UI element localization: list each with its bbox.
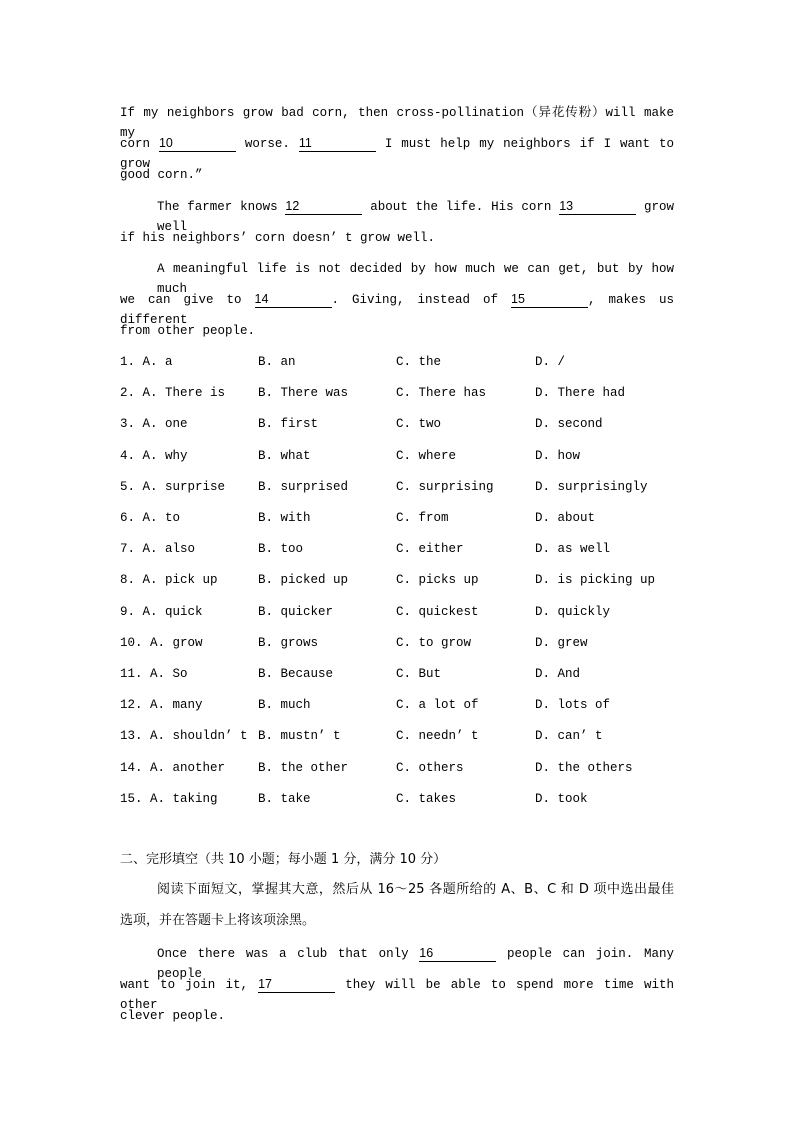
option-9-D: D. quickly bbox=[535, 604, 611, 619]
text-segment: The farmer knows bbox=[157, 199, 286, 214]
option-1-D: D. / bbox=[535, 355, 566, 369]
option-8-A: 8. A. pick up bbox=[120, 573, 218, 588]
option-10-B: B. grows bbox=[258, 635, 319, 650]
option-7-C: C. either bbox=[396, 542, 464, 557]
text-segment: they will be able to spend more time with other bbox=[120, 978, 674, 1012]
text-line bbox=[120, 134, 675, 172]
option-4-D: D. how bbox=[535, 448, 581, 463]
text-segment: good corn.” bbox=[120, 168, 203, 183]
text-segment: from other people. bbox=[120, 324, 256, 339]
blank-12: 12 bbox=[285, 199, 362, 215]
option-4-A: 4. A. why bbox=[120, 448, 188, 463]
option-2-A: 2. A. There is bbox=[120, 386, 226, 401]
text-segment: clever people. bbox=[120, 1009, 226, 1023]
option-7-B: B. too bbox=[258, 542, 304, 557]
option-4-B: B. what bbox=[258, 448, 311, 463]
option-5-C: C. surprising bbox=[396, 479, 494, 494]
option-1-A: 1. A. a bbox=[120, 355, 173, 369]
option-1-B: B. an bbox=[258, 355, 296, 369]
option-12-D: D. lots of bbox=[535, 698, 611, 713]
text-segment: . Giving, instead of bbox=[331, 293, 511, 308]
option-10-D: D. grew bbox=[535, 635, 588, 650]
text-segment: A meaningful life is not decided by how much we can get, but by how much bbox=[157, 262, 674, 296]
option-12-C: C. a lot of bbox=[396, 698, 479, 713]
option-7-D: D. as well bbox=[535, 542, 611, 557]
option-14-D: D. the others bbox=[535, 760, 633, 775]
option-1-C: C. the bbox=[396, 355, 442, 369]
text-segment: , makes us different bbox=[120, 293, 674, 328]
text-segment: people can join. Many people bbox=[157, 947, 674, 981]
text-segment: grow well bbox=[157, 199, 674, 234]
text-line bbox=[157, 944, 674, 981]
blank-15: 15 bbox=[511, 292, 588, 308]
text-segment: I must help my neighbors if I want to grow bbox=[120, 137, 675, 172]
option-3-C: C. two bbox=[396, 417, 442, 432]
option-15-B: B. take bbox=[258, 791, 311, 806]
option-13-D: D. can’ t bbox=[535, 729, 603, 744]
option-9-A: 9. A. quick bbox=[120, 604, 203, 619]
option-5-B: B. surprised bbox=[258, 479, 349, 494]
option-9-C: C. quickest bbox=[396, 604, 479, 619]
option-14-B: B. the other bbox=[258, 760, 349, 775]
option-10-A: 10. A. grow bbox=[120, 635, 203, 650]
blank-14: 14 bbox=[255, 292, 332, 308]
option-3-A: 3. A. one bbox=[120, 417, 188, 432]
option-8-B: B. picked up bbox=[258, 573, 349, 588]
option-11-C: C. But bbox=[396, 667, 442, 681]
option-8-D: D. is picking up bbox=[535, 573, 656, 588]
option-14-C: C. others bbox=[396, 760, 464, 775]
option-5-A: 5. A. surprise bbox=[120, 479, 226, 494]
option-15-D: D. took bbox=[535, 791, 588, 806]
text-line bbox=[120, 975, 674, 1012]
option-3-D: D. second bbox=[535, 417, 603, 432]
text-segment: worse. bbox=[235, 137, 299, 152]
option-12-B: B. much bbox=[258, 698, 311, 713]
instruction-line-1: 阅读下面短文，掌握其大意，然后从 16～25 各题所给的 A、B、C 和 D 项中选出最佳 bbox=[157, 882, 674, 897]
option-8-C: C. picks up bbox=[396, 573, 479, 588]
option-15-C: C. takes bbox=[396, 791, 457, 806]
text-segment: about the life. His corn bbox=[362, 199, 560, 214]
option-7-A: 7. A. also bbox=[120, 542, 196, 557]
option-5-D: D. surprisingly bbox=[535, 479, 648, 494]
text-line bbox=[120, 321, 674, 341]
blank-16: 16 bbox=[419, 946, 496, 962]
option-9-B: B. quicker bbox=[258, 604, 334, 619]
option-15-A: 15. A. taking bbox=[120, 791, 218, 806]
text-line bbox=[120, 228, 674, 248]
blank-17: 17 bbox=[258, 977, 335, 993]
option-2-B: B. There was bbox=[258, 386, 349, 401]
text-segment: want to join it, bbox=[120, 978, 259, 992]
option-11-B: B. Because bbox=[258, 667, 334, 681]
text-line bbox=[120, 1006, 674, 1026]
option-11-D: D. And bbox=[535, 667, 581, 681]
option-3-B: B. first bbox=[258, 417, 319, 432]
option-13-B: B. mustn’ t bbox=[258, 729, 341, 744]
section-heading: 二、完形填空（共 10 小题；每小题 1 分，满分 10 分） bbox=[120, 852, 447, 867]
option-13-A: 13. A. shouldn’ t bbox=[120, 729, 248, 744]
text-segment: Once there was a club that only bbox=[157, 947, 420, 961]
text-line bbox=[120, 290, 674, 328]
option-6-A: 6. A. to bbox=[120, 511, 181, 525]
blank-10: 10 bbox=[159, 136, 236, 152]
option-6-B: B. with bbox=[258, 511, 311, 525]
option-6-D: D. about bbox=[535, 511, 596, 525]
text-segment: we can give to bbox=[120, 293, 255, 308]
option-12-A: 12. A. many bbox=[120, 698, 203, 713]
option-13-C: C. needn’ t bbox=[396, 729, 479, 744]
text-segment: corn bbox=[120, 137, 159, 152]
text-segment: If my neighbors grow bad corn, then cross-pollination（异花传粉）will make my bbox=[120, 106, 674, 140]
blank-13: 13 bbox=[559, 199, 636, 215]
option-4-C: C. where bbox=[396, 448, 457, 463]
option-10-C: C. to grow bbox=[396, 635, 472, 650]
option-14-A: 14. A. another bbox=[120, 760, 226, 775]
blank-11: 11 bbox=[299, 136, 376, 152]
instruction-line-2: 选项，并在答题卡上将该项涂黑。 bbox=[120, 913, 316, 928]
text-line bbox=[120, 165, 674, 185]
option-6-C: C. from bbox=[396, 511, 449, 525]
option-2-D: D. There had bbox=[535, 386, 626, 401]
option-2-C: C. There has bbox=[396, 386, 487, 401]
text-line bbox=[157, 197, 674, 234]
text-line bbox=[157, 259, 674, 296]
text-line bbox=[120, 103, 674, 140]
text-segment: if his neighbors’ corn doesn’ t grow well. bbox=[120, 230, 436, 245]
option-11-A: 11. A. So bbox=[120, 667, 188, 681]
